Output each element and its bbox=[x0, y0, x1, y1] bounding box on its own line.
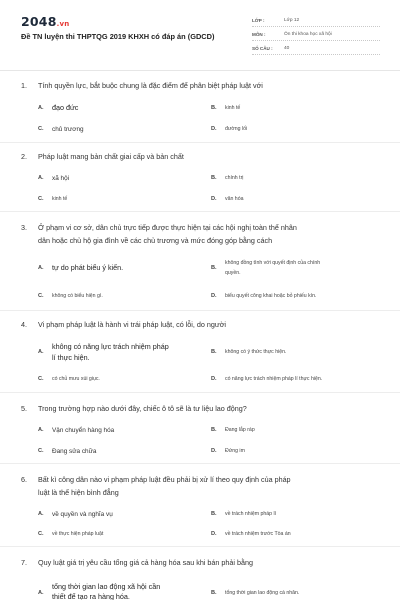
option-text: Đang lắp ráp bbox=[225, 427, 255, 433]
question-text: Quy luật giá trị yêu cầu tổng giá cả hàng hóa sau khi bán phải bằng bbox=[38, 558, 253, 567]
meta-value: 40 bbox=[284, 45, 290, 51]
meta-value: Ôn thi khoa học xã hội bbox=[284, 31, 332, 37]
question-text: Vi phạm pháp luật là hành vi trái pháp luật, có lỗi, do người bbox=[38, 320, 227, 329]
option-text-line-1: tổng thời gian lao động xã hội cần bbox=[52, 582, 161, 591]
question-number: 5. bbox=[21, 404, 27, 413]
option-text: đường lối bbox=[225, 126, 248, 132]
meta-label: MÔN : bbox=[252, 31, 266, 37]
option-letter: C. bbox=[38, 196, 44, 202]
question-text-line-1: Bất kì công dân nào vi phạm pháp luật đều phải bị xử lí theo quy định của pháp bbox=[38, 475, 291, 484]
option-text: chủ trương bbox=[52, 126, 84, 133]
question-text: Tính quyền lực, bắt buộc chung là đặc điểm để phân biệt pháp luật với bbox=[38, 81, 263, 90]
option-text: về trách nhiệm pháp lí bbox=[225, 511, 277, 517]
document-title: Đề TN luyện thi THPTQG 2019 KHXH có đáp án (GDCD) bbox=[21, 32, 215, 41]
meta-row-subject bbox=[252, 28, 380, 41]
option-text: xã hội bbox=[52, 175, 70, 182]
question-divider bbox=[0, 392, 400, 393]
question-text: Trong trường hợp nào dưới đây, chiếc ô tô sẽ là tư liệu lao động? bbox=[38, 404, 247, 413]
option-text-line-1: không đồng tình với quyết định của chính bbox=[225, 260, 321, 266]
option-text-line-2: thiết để tạo ra hàng hóa. bbox=[52, 592, 130, 600]
option-text-line-1: không có năng lực trách nhiệm pháp bbox=[52, 342, 169, 351]
option-letter: D. bbox=[211, 448, 217, 454]
question-number: 3. bbox=[21, 223, 27, 232]
option-text: tự do phát biểu ý kiến. bbox=[52, 263, 124, 272]
option-text: có năng lực trách nhiệm pháp lí thực hiện. bbox=[225, 376, 323, 382]
option-letter: A. bbox=[38, 349, 44, 355]
question-text-line-2: luật là thể hiện bình đẳng bbox=[38, 488, 119, 497]
option-letter: B. bbox=[211, 511, 217, 517]
option-text-line-2: quyền. bbox=[225, 270, 241, 276]
option-letter: B. bbox=[211, 427, 217, 433]
option-text: không có biểu hiện gì. bbox=[52, 293, 103, 299]
option-letter: D. bbox=[211, 196, 217, 202]
option-letter: D. bbox=[211, 126, 217, 132]
option-text-line-2: lí thực hiện. bbox=[52, 353, 90, 362]
option-text: kinh tế bbox=[225, 105, 241, 111]
option-letter: A. bbox=[38, 175, 44, 181]
option-text: văn hóa bbox=[225, 196, 244, 202]
option-text: về thực hiện pháp luật bbox=[52, 531, 104, 537]
question-text-line-2: dân hoặc chủ hộ gia đình về các chủ trương và mức đóng góp bằng cách bbox=[38, 236, 273, 245]
meta-label: LỚP : bbox=[252, 17, 265, 23]
option-letter: B. bbox=[211, 265, 217, 271]
option-letter: B. bbox=[211, 175, 217, 181]
option-text: về trách nhiệm trước Tòa án bbox=[225, 531, 291, 537]
meta-value: Lớp 12 bbox=[284, 17, 300, 23]
question-number: 1. bbox=[21, 81, 27, 90]
question-divider bbox=[0, 463, 400, 464]
question-divider bbox=[0, 310, 400, 311]
meta-info bbox=[252, 14, 380, 56]
logo-main: 2048 bbox=[21, 14, 57, 29]
option-text: Vận chuyển hàng hóa bbox=[52, 427, 115, 434]
option-letter: B. bbox=[211, 105, 217, 111]
option-text: về quyền và nghĩa vụ bbox=[52, 511, 113, 518]
option-letter: A. bbox=[38, 590, 44, 596]
option-text: có chủ mưu xúi giục. bbox=[52, 376, 100, 382]
option-letter: C. bbox=[38, 531, 44, 537]
option-letter: C. bbox=[38, 293, 44, 299]
option-text: Đứng im bbox=[225, 448, 245, 454]
question-number: 4. bbox=[21, 320, 27, 329]
question-divider bbox=[0, 546, 400, 547]
question-divider bbox=[0, 142, 400, 143]
site-logo[interactable] bbox=[21, 14, 69, 29]
question-text-line-1: Ở phạm vi cơ sở, dân chủ trực tiếp được thực hiện tại các hội nghị toàn thể nhân bbox=[38, 223, 297, 232]
option-letter: A. bbox=[38, 105, 44, 111]
option-letter: C. bbox=[38, 448, 44, 454]
option-text: đạo đức bbox=[52, 103, 79, 112]
logo-suffix: .vn bbox=[56, 20, 70, 28]
option-letter: A. bbox=[38, 511, 44, 517]
option-text: không có ý thức thực hiện. bbox=[225, 349, 287, 355]
option-letter: A. bbox=[38, 427, 44, 433]
option-letter: C. bbox=[38, 376, 44, 382]
option-letter: C. bbox=[38, 126, 44, 132]
meta-label: SỐ CÂU : bbox=[252, 45, 273, 51]
option-text: kinh tế bbox=[52, 196, 68, 202]
question-number: 2. bbox=[21, 152, 27, 161]
header-divider bbox=[0, 70, 400, 71]
option-letter: A. bbox=[38, 265, 44, 271]
option-letter: B. bbox=[211, 349, 217, 355]
meta-row-class bbox=[252, 14, 380, 27]
option-text: tổng thời gian lao động cá nhân. bbox=[225, 590, 300, 596]
question-divider bbox=[0, 211, 400, 212]
option-text: chính trị bbox=[225, 175, 244, 181]
meta-row-count bbox=[252, 42, 380, 55]
option-letter: D. bbox=[211, 531, 217, 537]
question-number: 6. bbox=[21, 475, 27, 484]
question-text: Pháp luật mang bản chất giai cấp và bản chất bbox=[38, 152, 184, 161]
option-text: Đang sửa chữa bbox=[52, 448, 97, 455]
option-letter: D. bbox=[211, 293, 217, 299]
option-text: biểu quyết công khai hoặc bỏ phiếu kín. bbox=[225, 293, 317, 299]
page-header bbox=[0, 0, 400, 66]
option-letter: D. bbox=[211, 376, 217, 382]
question-number: 7. bbox=[21, 558, 27, 567]
option-letter: B. bbox=[211, 590, 217, 596]
